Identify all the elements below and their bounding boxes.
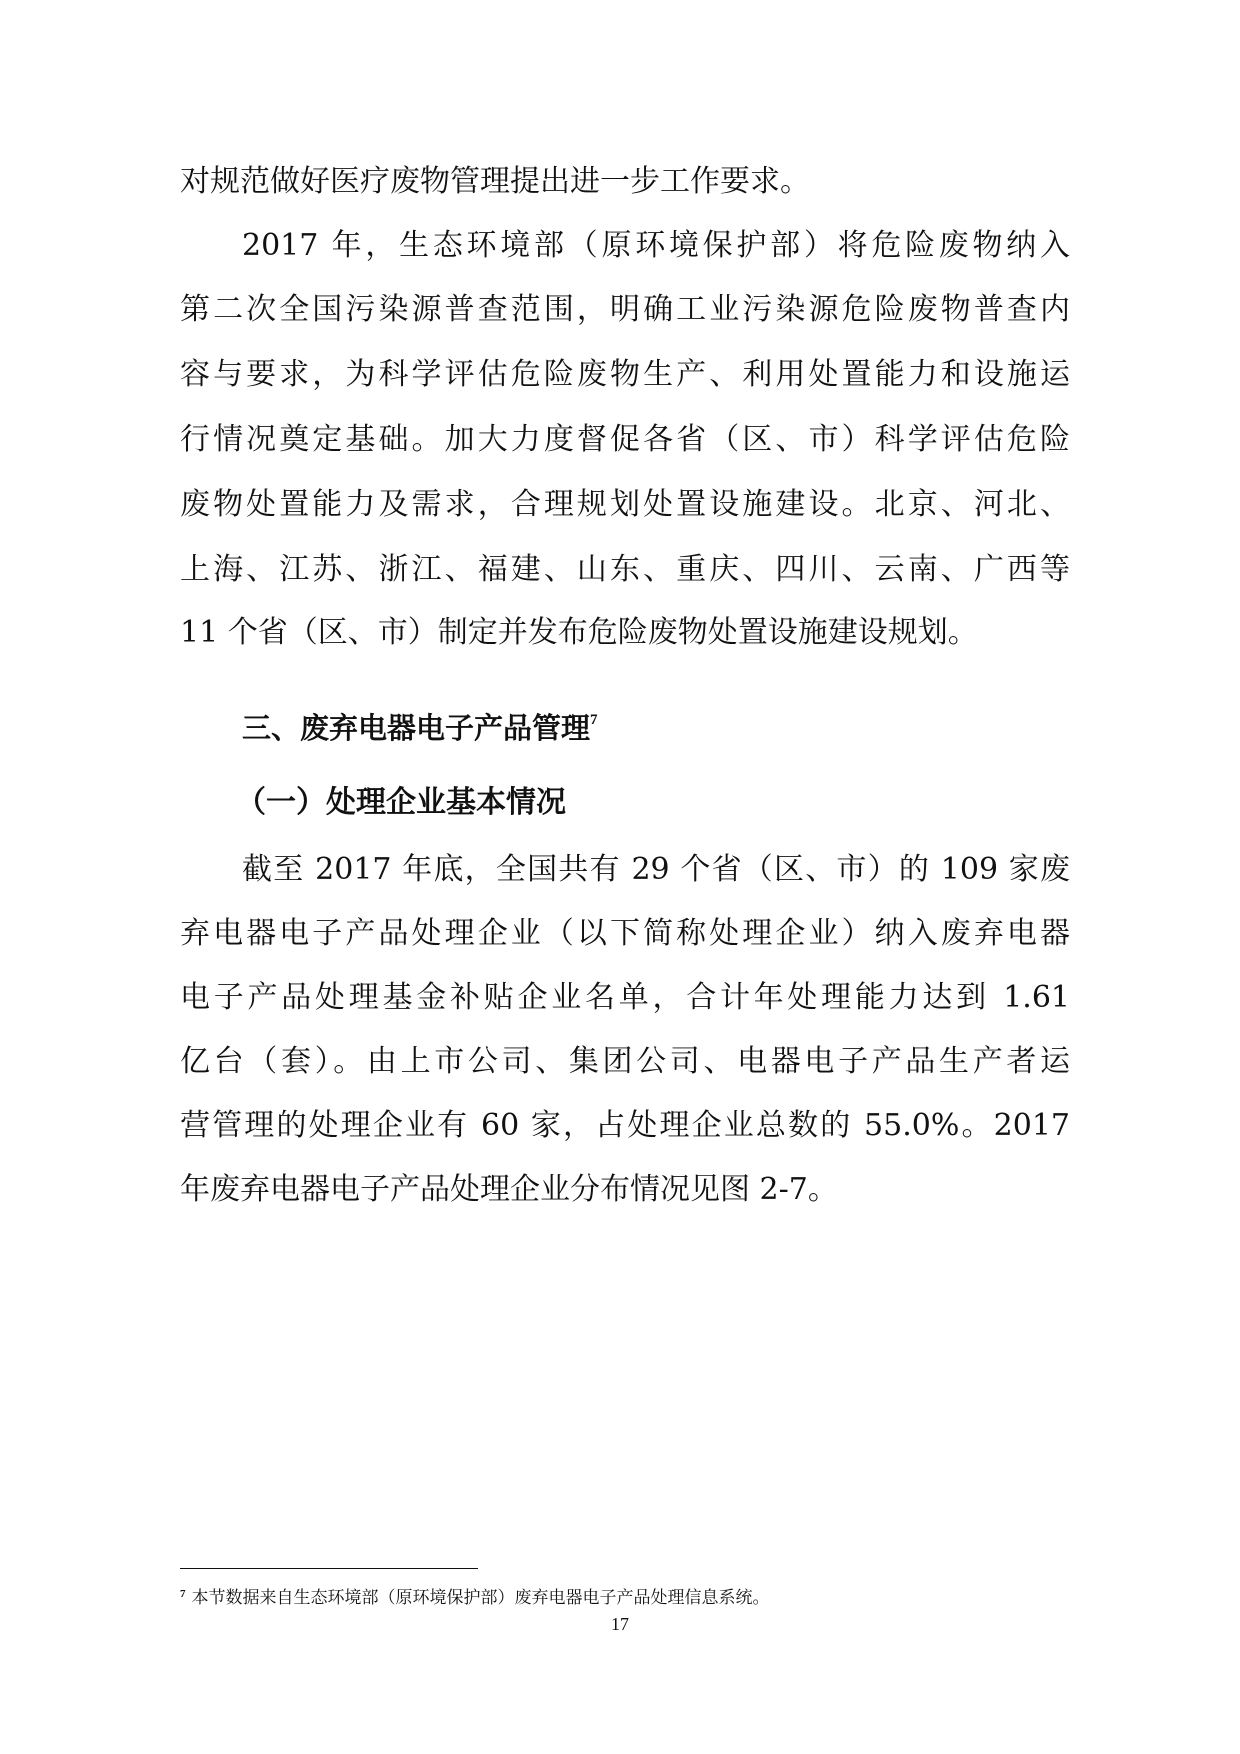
paragraph-line: 上海、江苏、浙江、福建、山东、重庆、四川、云南、广西等 xyxy=(180,552,1070,587)
paragraph-line: 亿台（套）。由上市公司、集团公司、电器电子产品生产者运 xyxy=(180,1044,1070,1079)
page-number: 17 xyxy=(611,1614,629,1634)
footnote-marker: 7 xyxy=(180,1588,186,1600)
paragraph-line: 行情况奠定基础。加大力度督促各省（区、市）科学评估危险 xyxy=(180,422,1070,457)
paragraph-line: 第二次全国污染源普查范围，明确工业污染源危险废物普查内 xyxy=(180,292,1070,327)
paragraph-line: 年废弃电器电子产品处理企业分布情况见图 2-7。 xyxy=(180,1172,838,1207)
paragraph-line: 对规范做好医疗废物管理提出进一步工作要求。 xyxy=(180,164,810,199)
paragraph-line: 容与要求，为科学评估危险废物生产、利用处置能力和设施运 xyxy=(180,357,1070,392)
paragraph-line: 2017 年，生态环境部（原环境保护部）将危险废物纳入 xyxy=(242,228,1070,263)
section-heading-text: 三、废弃电器电子产品管理 xyxy=(242,711,591,745)
paragraph-line: 11 个省（区、市）制定并发布危险废物处置设施建设规划。 xyxy=(180,615,978,650)
footnote-reference[interactable]: 7 xyxy=(590,712,598,728)
paragraph-line: 截至 2017 年底，全国共有 29 个省（区、市）的 109 家废 xyxy=(242,852,1070,887)
subsection-heading: （一）处理企业基本情况 xyxy=(236,785,566,820)
footnote xyxy=(180,1582,770,1610)
paragraph-line: 废物处置能力及需求，合理规划处置设施建设。北京、河北、 xyxy=(180,487,1070,522)
footnote-text: 本节数据来自生态环境部（原环境保护部）废弃电器电子产品处理信息系统。 xyxy=(191,1588,770,1608)
footnote-divider xyxy=(180,1568,478,1569)
paragraph-line: 弃电器电子产品处理企业（以下简称处理企业）纳入废弃电器 xyxy=(180,916,1070,951)
paragraph-line: 营管理的处理企业有 60 家，占处理企业总数的 55.0%。2017 xyxy=(180,1108,1070,1143)
section-heading xyxy=(242,700,598,748)
paragraph-line: 电子产品处理基金补贴企业名单，合计年处理能力达到 1.61 xyxy=(180,980,1070,1015)
